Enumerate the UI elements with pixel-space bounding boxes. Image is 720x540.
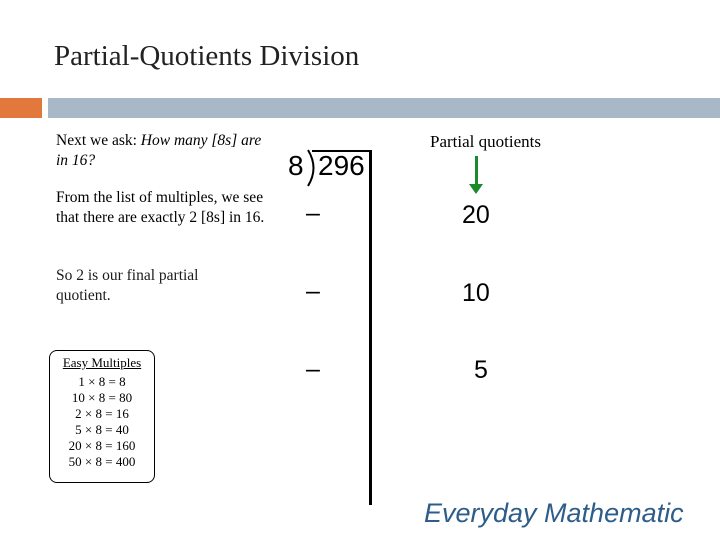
minus-sign: – xyxy=(306,355,320,383)
easy-multiples-list xyxy=(50,374,154,470)
partial-quotient: 20 xyxy=(462,201,490,229)
slide-title: Partial-Quotients Division xyxy=(54,40,360,72)
dividend: 296 xyxy=(318,150,365,181)
partial-quotient: 5 xyxy=(474,356,488,384)
multiple-row: 10 × 8 = 80 xyxy=(71,390,133,405)
multiples-explanation: From the list of multiples, we see that there are exactly 2 [8s] in 16. xyxy=(56,189,265,226)
divisor: 8 xyxy=(288,150,304,181)
quotient-column-line xyxy=(369,150,372,505)
easy-multiples-title: Easy Multiples xyxy=(62,355,142,370)
down-arrow-icon xyxy=(475,156,478,186)
partial-quotients-label: Partial quotients xyxy=(430,132,541,151)
arrow-head-icon xyxy=(469,184,483,194)
question-lead: Next we ask: xyxy=(56,132,141,149)
multiple-row: 50 × 8 = 400 xyxy=(68,454,136,469)
minus-sign: – xyxy=(306,199,320,227)
easy-multiples-box xyxy=(49,350,155,483)
brand-logo-text: Everyday Mathematic xyxy=(424,498,684,528)
final-quotient-text: So 2 is our final partial quotient. xyxy=(56,267,199,304)
question-text xyxy=(56,131,271,171)
multiple-row: 1 × 8 = 8 xyxy=(78,374,126,389)
question-italic: How many [8s] are in 16? xyxy=(56,132,262,169)
minus-sign: – xyxy=(306,277,320,305)
multiple-row: 20 × 8 = 160 xyxy=(68,438,136,453)
partial-quotient: 10 xyxy=(462,279,490,307)
title-rule-bar xyxy=(48,98,720,118)
accent-block xyxy=(0,98,42,118)
multiple-row: 5 × 8 = 40 xyxy=(75,422,129,437)
multiple-row: 2 × 8 = 16 xyxy=(75,406,129,421)
